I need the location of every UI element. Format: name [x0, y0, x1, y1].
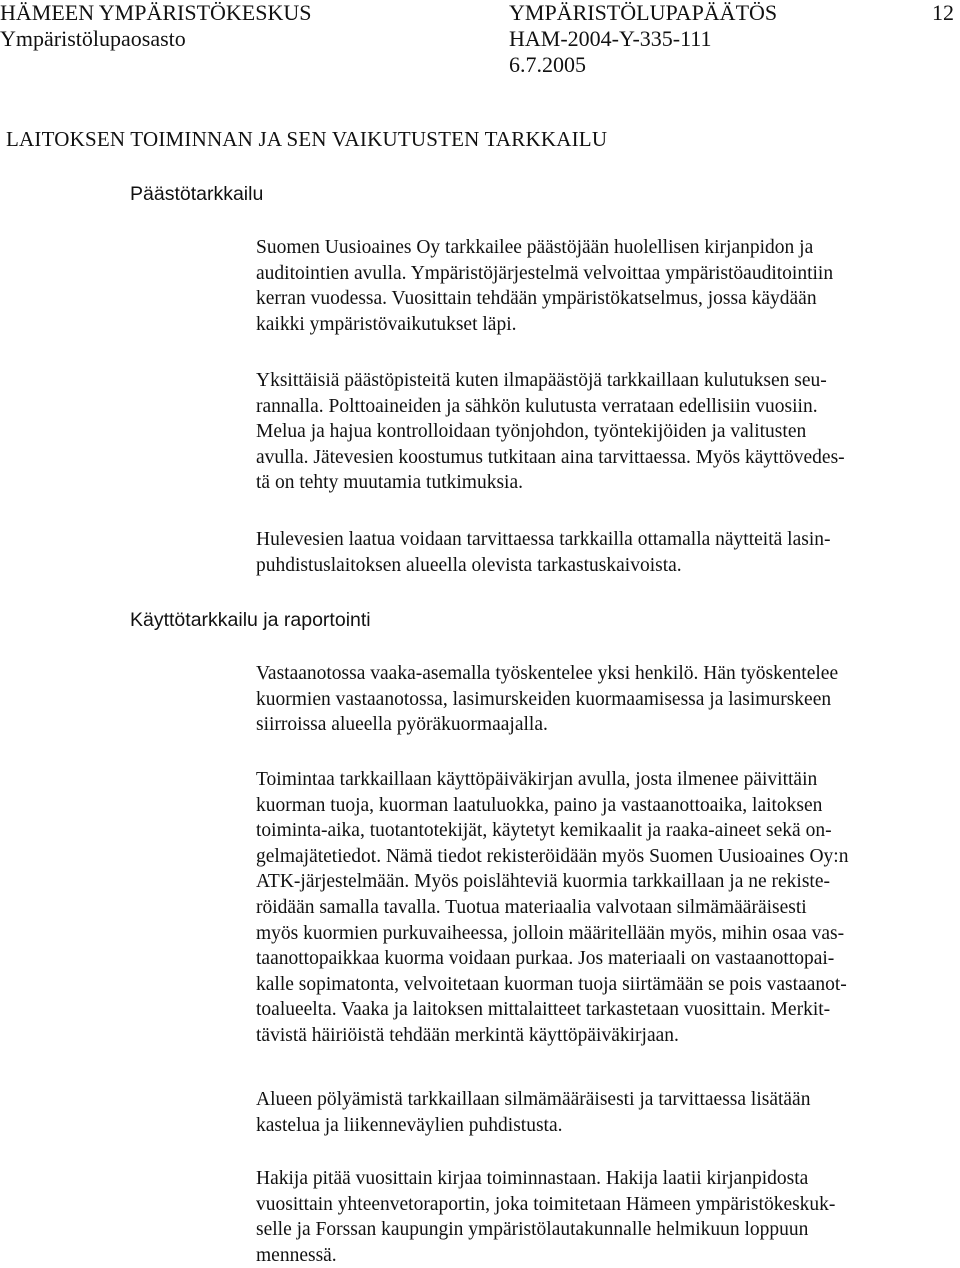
header-document-type: YMPÄRISTÖLUPAPÄÄTÖS	[509, 0, 778, 25]
header-unit: Ympäristölupaosasto	[0, 26, 186, 51]
subheading-operations-monitoring: Käyttötarkkailu ja raportointi	[130, 609, 371, 631]
text-line: auditointien avulla. Ympäristöjärjestelmä velvoittaa ympäristöauditointiin	[256, 262, 834, 284]
text-line: ATK-järjestelmään. Myös poislähteviä kuormia tarkkaillaan ja ne rekiste-	[256, 871, 830, 893]
text-line: Suomen Uusioaines Oy tarkkailee päästöjään huolellisen kirjanpidon ja	[256, 237, 814, 258]
paragraph	[256, 1087, 956, 1138]
text-line: toalueelta. Vaaka ja laitoksen mittalaitteet tarkastetaan vuosittain. Merkit-	[256, 999, 831, 1021]
text-line: tä on tehty muutamia tutkimuksia.	[256, 472, 524, 494]
text-line: kuormien vastaanotossa, lasimurskeiden kuormaamisessa ja lasimurskeen	[256, 688, 832, 710]
header-middle	[509, 0, 777, 78]
text-line: Hulevesien laatua voidaan tarvittaessa tarkkailla ottamalla näytteitä lasin-	[256, 529, 831, 550]
text-line: Toimintaa tarkkaillaan käyttöpäiväkirjan avulla, josta ilmenee päivittäin	[256, 769, 818, 790]
subheading-emissions-monitoring: Päästötarkkailu	[130, 183, 264, 205]
header-left	[0, 0, 312, 52]
paragraph	[256, 1166, 956, 1268]
section-title: LAITOKSEN TOIMINNAN JA SEN VAIKUTUSTEN TARKKAILU	[6, 127, 608, 151]
text-line: siirroissa alueella pyöräkuormaajalla.	[256, 714, 548, 736]
text-line: kalle sopimatonta, velvoitetaan kuorman tuoja siirtämään se pois vastaanot-	[256, 973, 847, 995]
text-line: Yksittäisiä päästöpisteitä kuten ilmapäästöjä tarkkaillaan kulutuksen seu-	[256, 370, 827, 391]
paragraph	[256, 235, 956, 337]
paragraph	[256, 368, 956, 496]
page-header	[0, 0, 960, 90]
text-line: selle ja Forssan kaupungin ympäristölautakunnalle helmikuun loppuun	[256, 1219, 809, 1241]
text-line: kuorman tuoja, kuorman laatuluokka, paino ja vastaanottoaika, laitoksen	[256, 794, 823, 816]
text-line: gelmajätetiedot. Nämä tiedot rekisteröidään myös Suomen Uusioaines Oy:n	[256, 845, 849, 867]
text-line: mennessä.	[256, 1244, 337, 1266]
paragraph	[256, 767, 956, 1049]
text-line: tävistä häiriöistä tehdään merkintä käyttöpäiväkirjaan.	[256, 1024, 679, 1046]
text-line: toiminta-aika, tuotantotekijät, käytetyt kemikaalit ja raaka-aineet sekä on-	[256, 820, 832, 842]
text-line: kerran vuodessa. Vuosittain tehdään ympäristökatselmus, jossa käydään	[256, 288, 817, 310]
paragraph	[256, 661, 956, 738]
text-line: kaikki ympäristövaikutukset läpi.	[256, 313, 517, 335]
text-line: taanottopaikkaa kuorma voidaan purkaa. Jos materiaali on vastaanottopai-	[256, 948, 835, 970]
header-document-number: HAM-2004-Y-335-111	[509, 26, 712, 51]
text-line: rannalla. Polttoaineiden ja sähkön kulutusta verrataan edellisiin vuosiin.	[256, 395, 818, 417]
header-organization: HÄMEEN YMPÄRISTÖKESKUS	[0, 0, 312, 25]
text-line: röidään samalla tavalla. Tuotua materiaalia valvotaan silmämääräisesti	[256, 896, 807, 918]
text-line: Vastaanotossa vaaka-asemalla työskentelee yksi henkilö. Hän työskentelee	[256, 663, 839, 684]
text-line: Alueen pölyämistä tarkkaillaan silmämääräisesti ja tarvittaessa lisätään	[256, 1089, 811, 1110]
text-line: avulla. Jätevesien koostumus tutkitaan aina tarvittaessa. Myös käyttövedes-	[256, 446, 845, 468]
text-line: myös kuormien purkuvaiheessa, jolloin määritellään myös, mihin osaa vas-	[256, 922, 845, 944]
text-line: vuosittain yhteenvetoraportin, joka toimitetaan Hämeen ympäristökeskuk-	[256, 1193, 836, 1215]
text-line: puhdistuslaitoksen alueella olevista tarkastuskaivoista.	[256, 554, 682, 576]
header-page-number: 12	[932, 0, 954, 25]
paragraph	[256, 527, 956, 578]
header-date: 6.7.2005	[509, 52, 586, 77]
text-line: Melua ja hajua kontrolloidaan työnjohdon, työntekijöiden ja valitusten	[256, 421, 807, 443]
text-line: Hakija pitää vuosittain kirjaa toiminnastaan. Hakija laatii kirjanpidosta	[256, 1168, 809, 1189]
text-line: kastelua ja liikenneväylien puhdistusta.	[256, 1114, 563, 1136]
